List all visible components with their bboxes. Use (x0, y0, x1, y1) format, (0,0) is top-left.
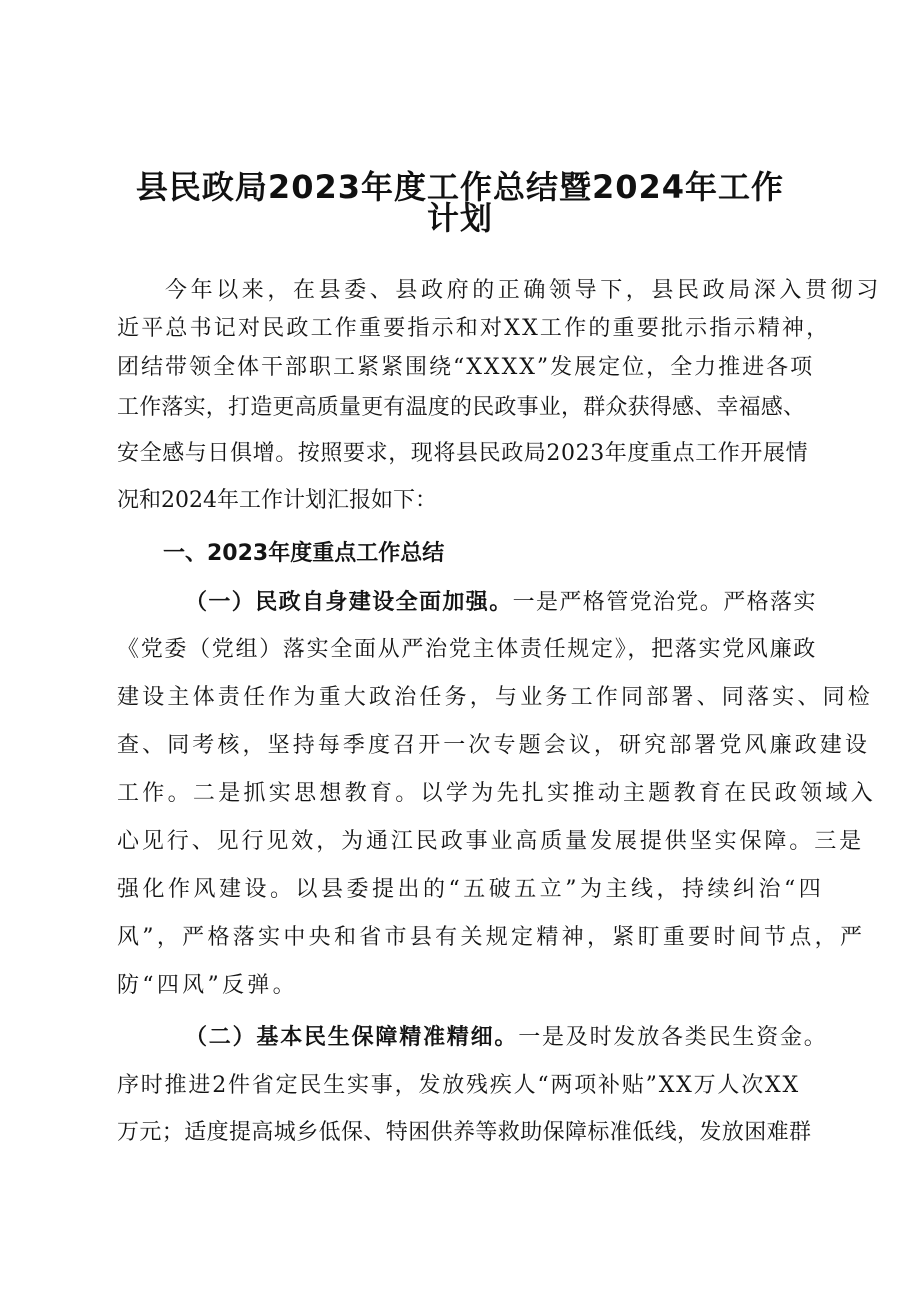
part1-line: 《党委（党组）落实全面从严治党主体责任规定》，把落实党风廉政 (117, 637, 818, 662)
part1-line: 心见行、见行见效，为通江民政事业高质量发展提供坚实保障。三是 (117, 829, 865, 854)
intro-line: 团结带领全体干部职工紧紧围绕“XXXX”发展定位，全力推进各项 (117, 355, 815, 380)
part1-line: 工作。二是抓实思想教育。以学为先扎实推动主题教育在民政领域入 (117, 781, 877, 806)
intro-line: 安全感与日俱增。按照要求，现将县民政局2023年度重点工作开展情 (117, 441, 809, 466)
part1-lead-line (185, 585, 817, 616)
part2-lead-rest: 一是及时发放各类民生资金。 (518, 1025, 828, 1050)
part2-lead-bold: （二）基本民生保障精准精细。 (185, 1025, 519, 1050)
part2-line: 万元；适度提高城乡低保、特困供养等救助保障标准低线，发放困难群 (117, 1120, 812, 1145)
part1-line: 强化作风建设。以县委提出的“五破五立”为主线，持续纠治“四 (117, 877, 825, 902)
part1-line: 查、同考核，坚持每季度召开一次专题会议，研究部署党风廉政建设 (117, 733, 871, 758)
document-title-line-2: 计划 (426, 199, 493, 237)
intro-line: 近平总书记对民政工作重要指示和对XX工作的重要批示指示精神， (117, 316, 831, 341)
part1-line: 防“四风”反弹。 (117, 973, 298, 998)
section-heading: 一、2023年度重点工作总结 (163, 541, 445, 566)
part1-lead-rest: 一是严格管党治党。严格落实 (512, 590, 817, 615)
intro-line: 况和2024年工作计划汇报如下： (117, 488, 437, 513)
part2-line: 序时推进2件省定民生实事，发放残疾人“两项补贴”XX万人次XX (117, 1073, 800, 1098)
intro-line: 工作落实，打造更高质量更有温度的民政事业，群众获得感、幸福感、 (117, 395, 806, 420)
part1-line: 风”，严格落实中央和省市县有关规定精神，紧盯重要时间节点，严 (117, 925, 866, 950)
part1-lead-bold: （一）民政自身建设全面加强。 (185, 590, 513, 615)
part2-lead-line (185, 1020, 828, 1051)
document-title-line-1: 县民政局2023年度工作总结暨2024年工作 (135, 168, 785, 206)
intro-line: 今年以来，在县委、县政府的正确领导下，县民政局深入贯彻习 (165, 278, 882, 303)
part1-line: 建设主体责任作为重大政治任务，与业务工作同部署、同落实、同检 (117, 685, 874, 710)
